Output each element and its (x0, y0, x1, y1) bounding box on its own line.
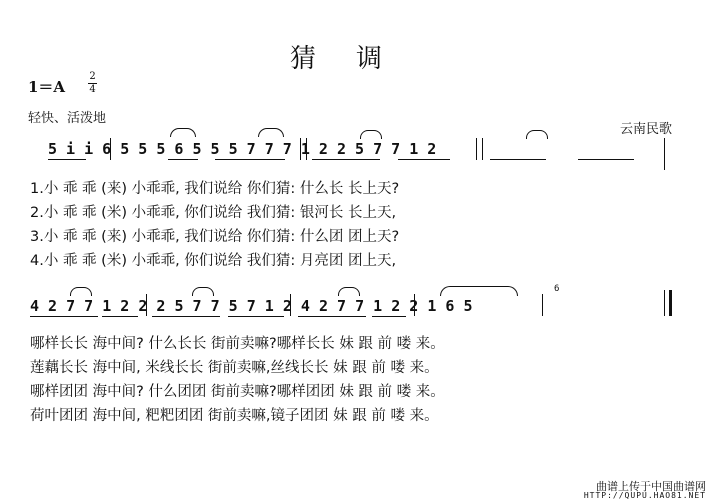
barline (482, 138, 483, 160)
slur (170, 128, 196, 137)
verse-line: 哪样长长 海中间? 什么长长 街前卖嘛?哪样长长 妹 跟 前 喽 来。 (30, 336, 445, 352)
underline-beam (228, 316, 284, 317)
barline (146, 294, 147, 316)
underline-beam (168, 159, 198, 160)
underline-beam (578, 159, 634, 160)
barline (110, 138, 111, 160)
final-barline-thick (669, 290, 672, 316)
tie (192, 287, 214, 296)
tie (526, 130, 548, 139)
underline-beam (30, 316, 98, 317)
underline-beam (372, 316, 406, 317)
verse-line: 哪样团团 海中间? 什么团团 街前卖嘛?哪样团团 妹 跟 前 喽 来。 (30, 384, 445, 400)
time-signature (88, 72, 97, 95)
barline (664, 138, 665, 170)
tie (338, 287, 360, 296)
slur (440, 286, 518, 296)
page-title: 猜调 (289, 44, 422, 74)
slur (258, 128, 284, 137)
verse-line: 荷叶团团 海中间, 粑粑团团 街前卖嘛,镜子团团 妹 跟 前 喽 来。 (30, 408, 439, 424)
underline-beam (102, 316, 138, 317)
tempo-marking: 轻快、活泼地 (28, 111, 107, 126)
barline (414, 294, 415, 316)
time-signature-top: 2 (89, 71, 96, 82)
watermark-site-name: 曲谱上传于中国曲谱网 (596, 480, 706, 493)
underline-beam (215, 159, 285, 160)
underline-beam (48, 159, 86, 160)
barline (290, 294, 291, 316)
watermark-url: HTTP://QUPU.HAO81.NET (583, 491, 706, 500)
tie (70, 287, 92, 296)
verse-line: 1.小 乖 乖 (来) 小乖乖, 我们说给 你们猜: 什么长 长上天? (30, 181, 400, 197)
verse-line: 4.小 乖 乖 (米) 小乖乖, 你们说给 我们猜: 月亮团 团上天, (30, 253, 397, 269)
barline (476, 138, 477, 160)
barline (542, 294, 543, 316)
underline-beam (298, 316, 366, 317)
barline (306, 138, 307, 160)
tie (360, 130, 382, 139)
key-signature: 1＝A (28, 78, 66, 96)
time-signature-bottom: 4 (89, 84, 96, 95)
notes-system-2: 4 2 7 7 1 2 2 2 5 7 7 5 7 1 2 4 2 7 7 1 2 2 1 6 5 (30, 297, 473, 315)
notes-system-1: 5 i i 6 5 5 5 6 5 5 5 7 7 7 1 2 2 5 7 7 1 2 (48, 140, 437, 158)
verse-line: 2.小 乖 乖 (米) 小乖乖, 你们说给 我们猜: 银河长 长上天, (30, 205, 397, 221)
song-origin: 云南民歌 (620, 122, 673, 137)
verse-line: 3.小 乖 乖 (来) 小乖乖, 我们说给 你们猜: 什么团 团上天? (30, 229, 400, 245)
underline-beam (312, 159, 380, 160)
underline-beam (490, 159, 546, 160)
underline-beam (152, 316, 220, 317)
grace-note: 6 (554, 284, 560, 294)
barline (300, 138, 301, 160)
final-barline (664, 290, 665, 316)
verse-line: 莲藕长长 海中间, 米线长长 街前卖嘛,丝线长长 妹 跟 前 喽 来。 (30, 360, 439, 376)
underline-beam (398, 159, 450, 160)
